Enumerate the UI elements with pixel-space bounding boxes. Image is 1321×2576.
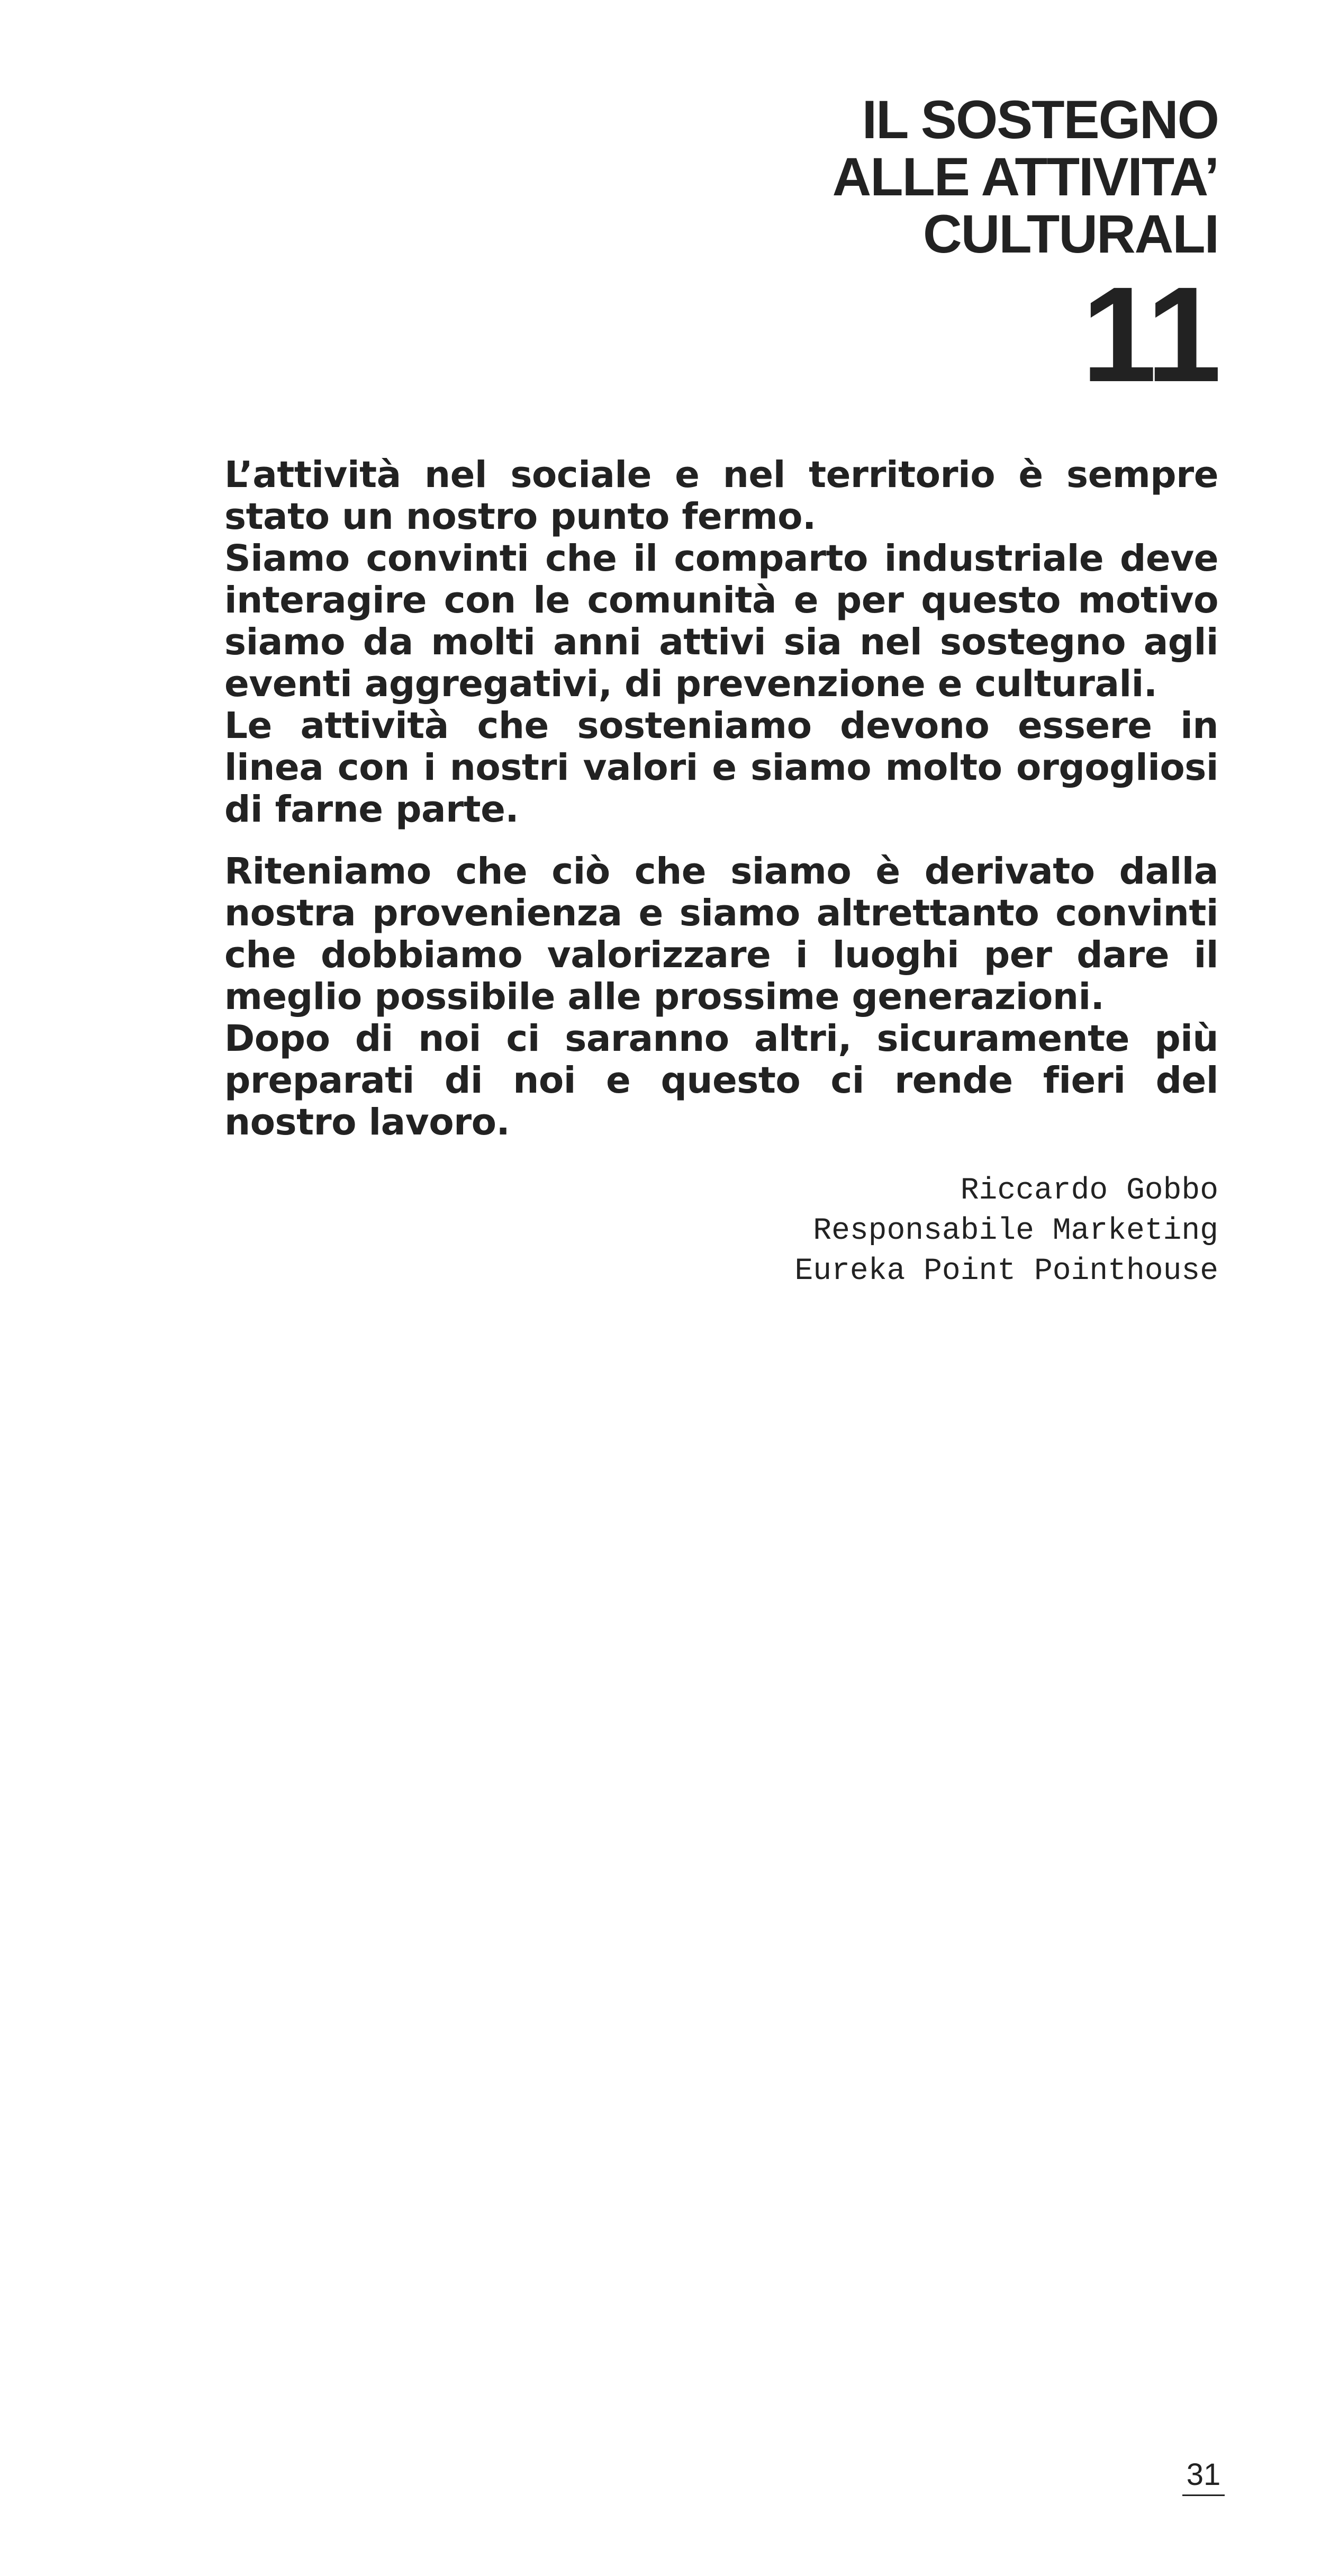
paragraph: Riteniamo che ciò che siamo è derivato dalla nostra provenienza e siamo altrettanto convinti che dobbiamo valorizzare i luoghi per dare il meglio possibile alle prossime generazioni.: [224, 850, 1218, 1018]
paragraph: L’attività nel sociale e nel territorio è sempre stato un nostro punto fermo.: [224, 454, 1218, 538]
paragraph: Dopo di noi ci saranno altri, sicuramente più preparati di noi e questo ci rende fieri del nostro lavoro.: [224, 1017, 1218, 1143]
signature-company: Eureka Point Pointhouse: [794, 1254, 1218, 1289]
signature-name: Riccardo Gobbo: [960, 1174, 1218, 1208]
page-number: 31: [1182, 2456, 1225, 2496]
chapter-title-line-3: CULTURALI: [923, 204, 1218, 264]
body-text: [224, 454, 1218, 1143]
chapter-title-line-2: ALLE ATTIVITA’: [832, 147, 1218, 207]
chapter-heading: [424, 89, 1218, 410]
signature: [477, 1171, 1218, 1292]
chapter-title-line-1: IL SOSTEGNO: [862, 89, 1218, 150]
signature-role: Responsabile Marketing: [813, 1214, 1218, 1248]
chapter-number: 11: [1081, 259, 1218, 410]
paragraph: Siamo convinti che il comparto industriale deve interagire con le comunità e per questo motivo siamo da molti anni attivi sia nel sostegno agli eventi aggregativi, di prevenzione e culturali.: [224, 537, 1218, 705]
paragraph: Le attività che sosteniamo devono essere in linea con i nostri valori e siamo molto orgogliosi di farne parte.: [224, 705, 1218, 831]
